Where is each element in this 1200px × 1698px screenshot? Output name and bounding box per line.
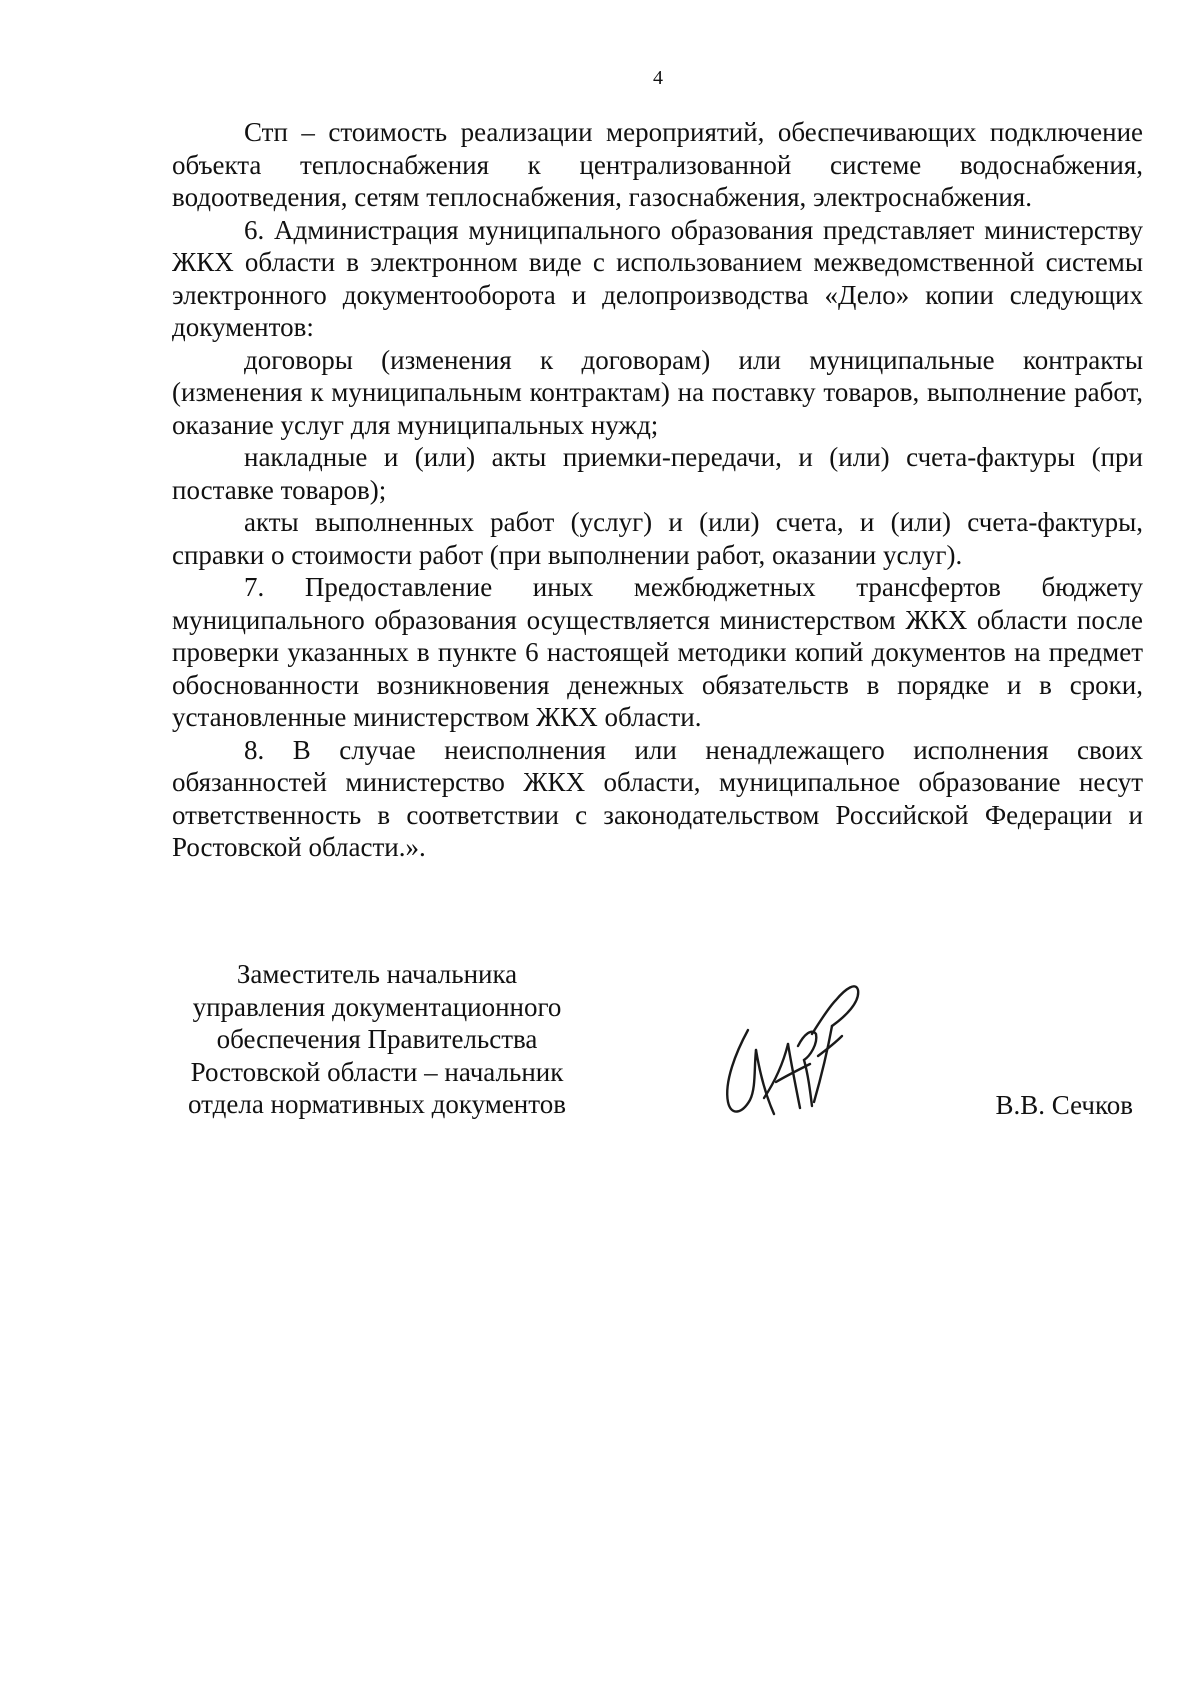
paragraph-work-acts: акты выполненных работ (услуг) и (или) счета, и (или) счета-фактуры, справки о стоимости работ (при выполнении работ, оказании услуг). — [172, 507, 1143, 570]
position-line: обеспечения Правительства — [216, 1024, 538, 1054]
paragraph-invoices: накладные и (или) акты приемки-передачи, и (или) счета-фактуры (при поставке товаров); — [172, 442, 1143, 505]
position-line: управления документационного — [192, 991, 562, 1022]
position-line: Заместитель начальника — [236, 959, 518, 989]
paragraph-item-6: 6. Администрация муниципального образования представляет министерству ЖКХ области в электронном виде с использованием межведомственной системы электронного документооборота и делопроизводства «Дело» копии следующих документов: — [172, 214, 1143, 342]
handwritten-signature — [714, 964, 874, 1126]
paragraph-contracts: договоры (изменения к договорам) или муниципальные контракты (изменения к муниципальным контрактам) на поставку товаров, выполнение работ, оказание услуг для муниципальных нужд; — [172, 344, 1143, 440]
document-body — [172, 116, 1143, 864]
signer-name: В.В. Сечков — [995, 1090, 1133, 1120]
position-line: отдела нормативных документов — [188, 1089, 566, 1119]
signatory-position — [172, 958, 582, 1121]
page-number: 4 — [653, 67, 663, 89]
paragraph-item-8: 8. В случае неисполнения или ненадлежащего исполнения своих обязанностей министерство ЖКХ области, муниципальное образование несут ответственность в соответствии с законодательством Российской Федерации и Ростовской области.». — [172, 734, 1143, 862]
paragraph-item-7: 7. Предоставление иных межбюджетных трансфертов бюджету муниципального образования осуществляется министерством ЖКХ области после проверки указанных в пункте 6 настоящей методики копий документов на предмет обоснованности возникновения денежных обязательств в порядке и в сроки, установленные министерством ЖКХ области. — [172, 572, 1143, 732]
paragraph-stp-definition: Стп – стоимость реализации мероприятий, обеспечивающих подключение объекта теплоснабжения к централизованной системе водоснабжения, водоотведения, сетям теплоснабжения, газоснабжения, электроснабжения. — [172, 117, 1143, 212]
position-line: Ростовской области – начальник — [190, 1056, 564, 1087]
